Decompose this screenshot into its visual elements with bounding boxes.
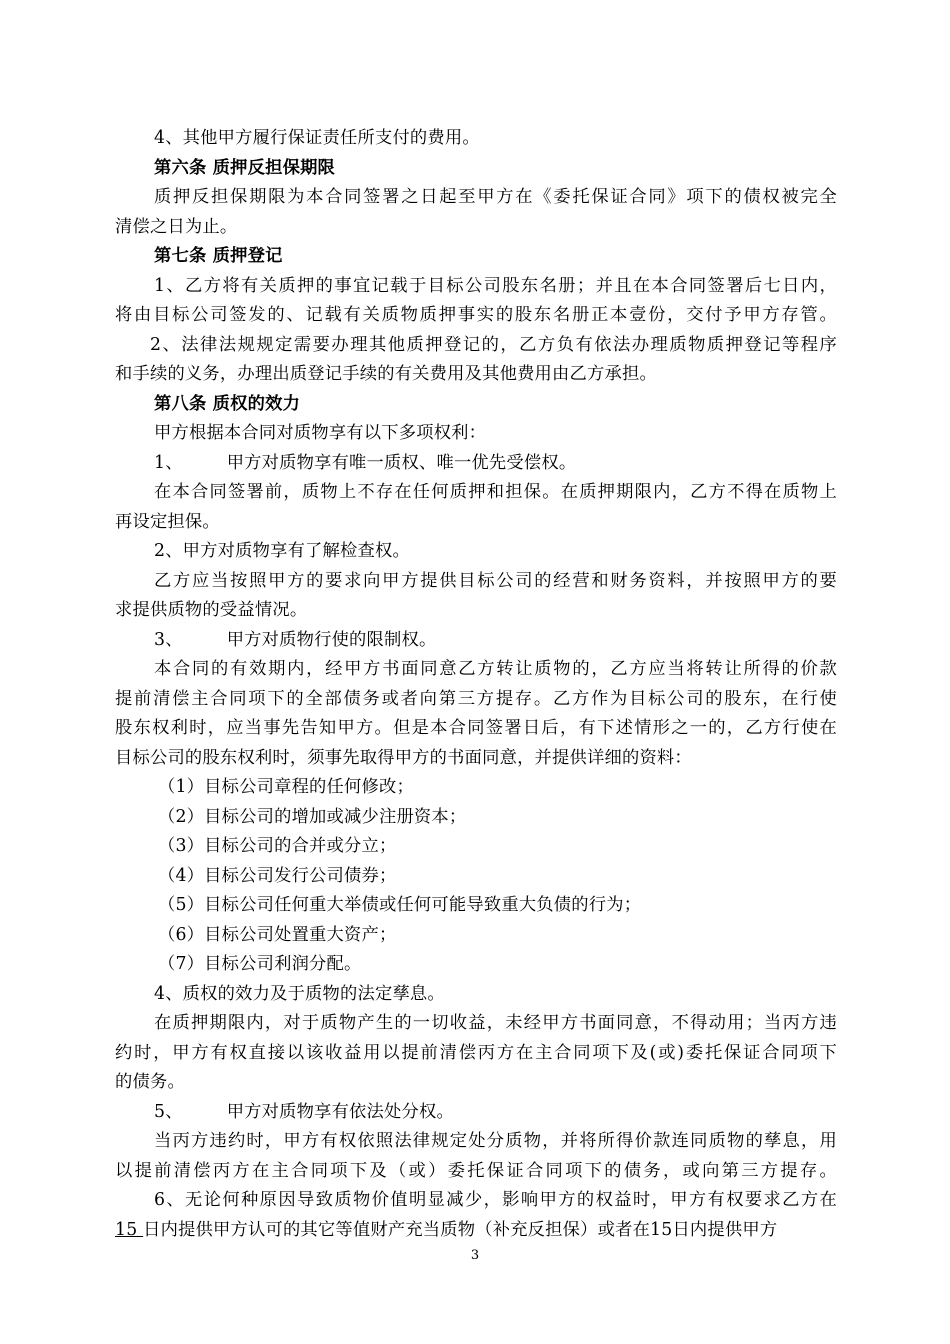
sub-list-item: （1）目标公司章程的任何修改； bbox=[158, 777, 414, 797]
paragraph-line: 股东权利时，应当事先告知甲方。但是本合同签署日后，有下述情形之一的，乙方行使在 bbox=[115, 718, 837, 738]
list-item bbox=[115, 449, 837, 479]
paragraph-line: 和手续的义务，办理出质登记手续的有关费用及其他费用由乙方承担。 bbox=[115, 364, 657, 384]
paragraph-text: 日内提供甲方认可的其它等值财产充当质物（补充反担保）或者在15日内提供甲方 bbox=[143, 1219, 778, 1240]
list-text: 甲方对质物享有依法处分权。 bbox=[226, 1101, 454, 1122]
paragraph-line: 当丙方违约时，甲方有权依照法律规定处分质物，并将所得价款连同质物的孳息，用 bbox=[154, 1131, 837, 1151]
paragraph-line: 乙方应当按照甲方的要求向甲方提供目标公司的经营和财务资料，并按照甲方的要 bbox=[154, 570, 837, 591]
paragraph-line: 质押反担保期限为本合同签署之日起至甲方在《委托保证合同》项下的债权被完全 bbox=[154, 187, 837, 207]
paragraph-line: 在本合同签署前，质物上不存在任何质押和担保。在质押期限内，乙方不得在质物上 bbox=[154, 482, 837, 502]
paragraph-line: 将由目标公司签发的、记载有关质物质押事实的股东名册正本壹份，交付予甲方存管。 bbox=[115, 305, 837, 325]
paragraph-line: 提前清偿主合同项下的全部债务或者向第三方提存。乙方作为目标公司的股东，在行使 bbox=[115, 688, 837, 709]
paragraph-line: 本合同的有效期内，经甲方书面同意乙方转让质物的，乙方应当将转让所得的价款 bbox=[154, 659, 837, 679]
sub-list-item: （2）目标公司的增加或减少注册资本； bbox=[158, 806, 467, 827]
underlined-days: 15 bbox=[115, 1219, 144, 1240]
section-heading-6: 第六条 质押反担保期限 bbox=[154, 157, 336, 178]
paragraph-line: 4、其他甲方履行保证责任所支付的费用。 bbox=[154, 128, 480, 148]
list-number: 3、 bbox=[154, 629, 183, 650]
sub-list-item: （4）目标公司发行公司债券； bbox=[158, 865, 397, 886]
paragraph-line: 以提前清偿丙方在主合同项下及（或）委托保证合同项下的债务，或向第三方提存。 bbox=[115, 1160, 837, 1181]
sub-list-item: （7）目标公司利润分配。 bbox=[158, 954, 362, 974]
paragraph-line: 清偿之日为止。 bbox=[115, 216, 238, 237]
paragraph-line: 6、无论何种原因导致质物价值明显减少，影响甲方的权益时，甲方有权要求乙方在 bbox=[154, 1190, 837, 1210]
document-body bbox=[115, 124, 837, 1245]
sub-list-item: （6）目标公司处置重大资产； bbox=[158, 924, 397, 945]
paragraph-line: 1、乙方将有关质押的事宜记载于目标公司股东名册；并且在本合同签署后七日内， bbox=[154, 275, 837, 296]
paragraph-line bbox=[115, 1216, 837, 1246]
section-heading-8: 第八条 质权的效力 bbox=[154, 393, 301, 414]
paragraph-line: 约时，甲方有权直接以该收益用以提前清偿丙方在主合同项下及(或)委托保证合同项下 bbox=[115, 1042, 837, 1063]
list-number: 5、 bbox=[154, 1101, 183, 1122]
sub-list-item: （3）目标公司的合并或分立； bbox=[158, 836, 397, 856]
list-text: 甲方对质物享有唯一质权、唯一优先受偿权。 bbox=[226, 452, 577, 473]
list-item: 2、甲方对质物享有了解检查权。 bbox=[154, 541, 410, 561]
list-item bbox=[115, 1098, 837, 1128]
section-heading-7: 第七条 质押登记 bbox=[154, 246, 283, 266]
paragraph-line: 的债务。 bbox=[115, 1072, 185, 1092]
sub-list-item: （5）目标公司任何重大举债或任何可能导致重大负债的行为； bbox=[158, 895, 642, 915]
paragraph-line: 甲方根据本合同对质物享有以下多项权利： bbox=[154, 423, 487, 443]
list-text: 甲方对质物行使的限制权。 bbox=[226, 629, 437, 650]
page-number: 3 bbox=[470, 1248, 480, 1263]
paragraph-line: 求提供质物的受益情况。 bbox=[115, 600, 308, 620]
paragraph-line: 2、法律法规规定需要办理其他质押登记的，乙方负有依法办理质物质押登记等程序 bbox=[150, 334, 837, 355]
paragraph-line: 在质押期限内，对于质物产生的一切收益，未经甲方书面同意，不得动用；当丙方违 bbox=[154, 1013, 837, 1033]
paragraph-line: 再设定担保。 bbox=[115, 511, 220, 532]
paragraph-line: 目标公司的股东权利时，须事先取得甲方的书面同意，并提供详细的资料： bbox=[115, 747, 692, 768]
list-item bbox=[115, 626, 837, 656]
list-number: 1、 bbox=[154, 452, 183, 473]
list-item: 4、质权的效力及于质物的法定孳息。 bbox=[154, 983, 445, 1004]
